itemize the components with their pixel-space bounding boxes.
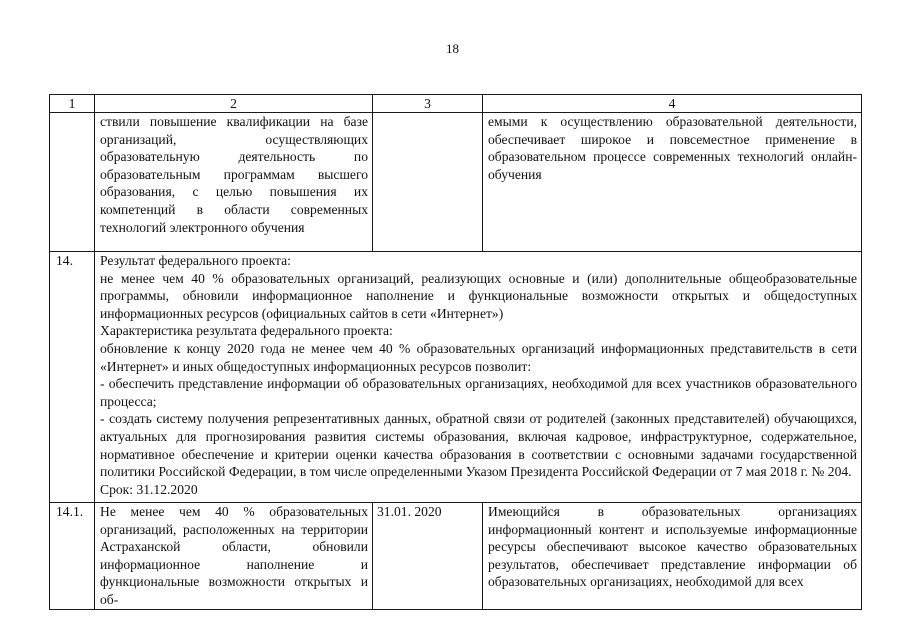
table-row: [50, 503, 862, 610]
federal-project-result-cell: [95, 252, 862, 503]
result-text: не менее чем 40 % образовательных организаций, реализующих основные и (или) дополнительные общеобразовательные программы, обновили информационное наполнение и функциональные возможности открытых и общедоступных информационных ресурсов (официальных сайтов в сети «Интернет»): [100, 270, 857, 321]
document-table: [49, 94, 862, 610]
bullet-item: - обеспечить представление информации об образовательных организациях, необходимой для всех участников образовательного процесса;: [100, 376, 857, 409]
header-cell-3: 3: [373, 95, 483, 113]
header-cell-2: 2: [95, 95, 373, 113]
result-description-cell: Не менее чем 40 % образовательных организаций, расположенных на территории Астраханской области, обновили информационное наполнение и функциональные возможности открытых и об-: [95, 503, 373, 610]
page-number: 18: [446, 41, 459, 56]
characteristic-cell: емыми к осуществлению образовательной деятельности, обеспечивает широкое и повсеместное применение в образовательном процессе современных технологий онлайн-обучения: [483, 113, 862, 252]
row-number-cell: 14.1.: [50, 503, 95, 610]
characteristic-text: обновление к концу 2020 года не менее чем 40 % образовательных организаций информационных представительств в сети «Интернет» и иных общедоступных информационных ресурсов позволит:: [100, 340, 857, 374]
deadline-cell: 31.01. 2020: [373, 503, 483, 610]
header-cell-4: 4: [483, 95, 862, 113]
row-number-cell: [50, 113, 95, 252]
table-row: [50, 113, 862, 252]
characteristic-cell: Имеющийся в образовательных организациях информационный контент и используемые информационные ресурсы обеспечивают высокое качество образовательных результатов, обеспечивает представление информации об образовательных организациях, необходимой для всех: [483, 503, 862, 610]
result-heading: Результат федерального проекта:: [100, 253, 291, 268]
table-header-row: [50, 95, 862, 113]
table-row: [50, 252, 862, 503]
header-cell-1: 1: [50, 95, 95, 113]
characteristic-heading: Характеристика результата федерального проекта:: [100, 323, 393, 339]
row-number-cell: 14.: [50, 252, 95, 503]
result-description-cell: ствили повышение квалификации на базе организаций, осуществляющих образовательную деятельность по образовательным программам высшего образования, с целью повышения их компетенций в области современных технологий электронного обучения: [95, 113, 373, 252]
deadline-cell: [373, 113, 483, 252]
bullet-item: - создать систему получения репрезентативных данных, обратной связи от родителей (законных представителей) обучающихся, актуальных для прогнозирования развития системы образования, включая кадровое, инфраструктурное, содержательное, нормативное обеспечение и критерии оценки качества образования в соответствии с основными задачами государственной политики Российской Федерации, в том числе определенными Указом Президента Российской Федерации от 7 мая 2018 г. № 204.: [100, 411, 857, 480]
deadline-text: Срок: 31.12.2020: [100, 481, 198, 497]
